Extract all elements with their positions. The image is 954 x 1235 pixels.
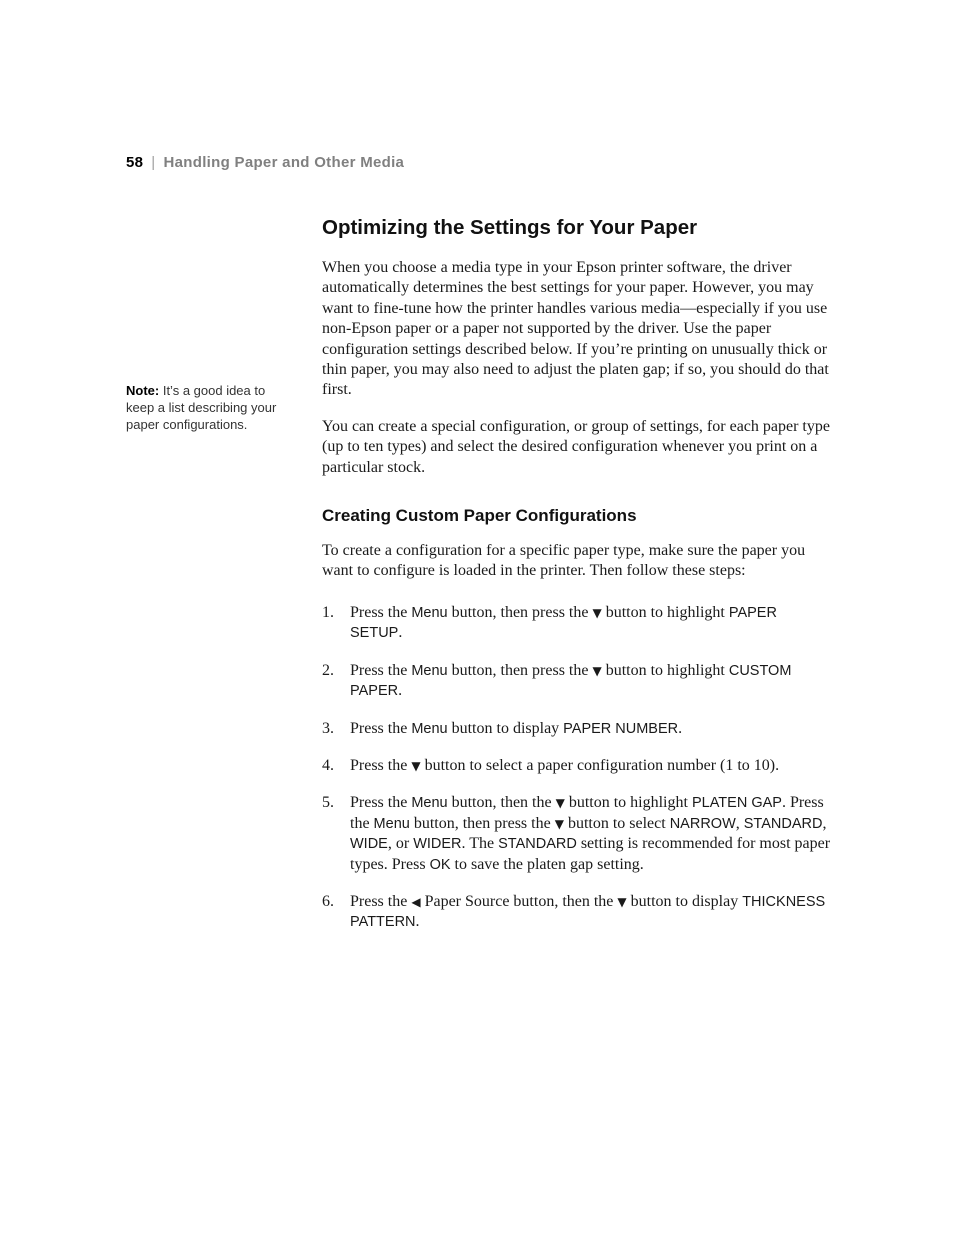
step-text: Press the	[350, 756, 412, 774]
step-text: button, then press the	[447, 661, 593, 679]
step-text: ,	[735, 814, 744, 832]
step-text: button, then the	[447, 794, 556, 812]
ui-label: STANDARD	[498, 836, 577, 853]
step-number: 4.	[322, 756, 334, 774]
step-4	[322, 756, 832, 776]
left-arrow-icon: ◀	[411, 894, 421, 909]
subsection-title: Creating Custom Paper Configurations	[322, 506, 637, 526]
ui-label: Menu	[411, 720, 448, 737]
step-3	[322, 719, 832, 739]
ui-label: PAPER SETUP	[350, 604, 777, 642]
step-text: Press the	[350, 661, 412, 679]
down-arrow-icon: ▼	[555, 796, 565, 811]
steps-list	[322, 603, 832, 933]
header-separator: |	[151, 154, 156, 171]
down-arrow-icon: ▼	[592, 605, 602, 620]
ui-label: Menu	[411, 604, 448, 621]
step-text: button to select	[563, 814, 670, 832]
down-arrow-icon: ▼	[617, 894, 627, 909]
step-text: button to select a paper configuration number (1 to 10).	[420, 756, 780, 774]
note-label: Note:	[126, 383, 160, 398]
step-text: button to highlight	[601, 603, 729, 621]
ui-label: NARROW	[669, 815, 736, 832]
step-text: ,	[822, 814, 827, 832]
step-text: .	[398, 682, 403, 700]
subsection-intro: To create a configuration for a specific paper type, make sure the paper you want to configure is loaded in the printer. Then follow these steps:	[322, 542, 806, 580]
step-text: to save the platen gap setting.	[450, 855, 644, 873]
section-paragraph-1: When you choose a media type in your Epson printer software, the driver automatically determines the best settings for your paper. However, you may want to fine-tune how the printer handles various media—especially if you use non-Epson paper or a paper not supported by the driver. Use the paper configuration settings described below. If you’re printing on unusually thick or thin paper, you may also need to adjust the platen gap; if so, you should do that first.	[322, 259, 829, 399]
step-text: button to display	[626, 892, 743, 910]
step-number: 2.	[322, 661, 334, 679]
ui-label: PAPER NUMBER	[563, 720, 679, 737]
step-text: button to display	[447, 719, 564, 737]
down-arrow-icon: ▼	[554, 816, 564, 831]
ui-label: PLATEN GAP	[691, 795, 782, 812]
step-text: button, then press the	[409, 814, 555, 832]
down-arrow-icon: ▼	[411, 758, 421, 773]
step-text: .	[678, 719, 683, 737]
ui-label: STANDARD	[743, 815, 823, 832]
step-text: setting is recommended for most paper types. Press	[350, 835, 831, 873]
step-5	[322, 793, 832, 875]
step-text: .	[398, 624, 403, 642]
note-text: It’s a good idea to keep a list describing your paper configurations.	[126, 383, 277, 432]
step-text: . Press the	[350, 794, 824, 832]
ui-label: Menu	[411, 662, 448, 679]
main-content	[322, 216, 832, 950]
chapter-title: Handling Paper and Other Media	[163, 154, 405, 171]
step-text: Press the	[350, 719, 412, 737]
section-title: Optimizing the Settings for Your Paper	[322, 216, 698, 239]
ui-label: WIDER	[413, 836, 462, 853]
page-number: 58	[126, 154, 144, 171]
step-text: . The	[461, 835, 499, 853]
step-text: button to highlight	[601, 661, 729, 679]
ui-label: Menu	[411, 795, 448, 812]
down-arrow-icon: ▼	[592, 663, 602, 678]
ui-label: Menu	[373, 815, 410, 832]
step-2	[322, 661, 832, 702]
running-header	[126, 154, 404, 171]
ui-label: WIDE	[350, 836, 388, 853]
ui-label: OK	[429, 856, 451, 873]
step-text: .	[415, 913, 420, 931]
step-number: 5.	[322, 794, 334, 812]
ui-label: CUSTOM PAPER	[350, 662, 792, 700]
section-paragraph-2: You can create a special configuration, or group of settings, for each paper type (up to ten types) and select the desired configuration whenever you print on a particular stock.	[322, 417, 830, 476]
step-text: Press the	[350, 892, 412, 910]
side-note	[126, 382, 296, 433]
step-6	[322, 892, 832, 933]
step-text: Press the	[350, 603, 412, 621]
step-text: Paper Source button, then the	[420, 892, 618, 910]
step-number: 3.	[322, 719, 334, 737]
step-text: button, then press the	[447, 603, 593, 621]
step-1	[322, 603, 832, 644]
step-text: Press the	[350, 794, 412, 812]
step-number: 1.	[322, 603, 334, 621]
ui-label: THICKNESS PATTERN	[350, 893, 826, 931]
step-number: 6.	[322, 892, 334, 910]
step-text: , or	[387, 835, 414, 853]
step-text: button to highlight	[564, 794, 692, 812]
